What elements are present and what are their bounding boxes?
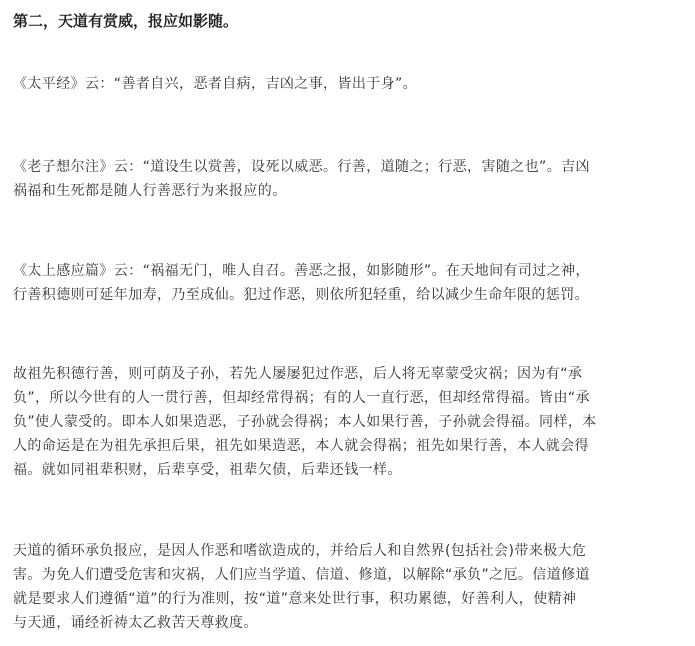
paragraph-line: 《太上感应篇》云：“祸福无门，唯人自召。善恶之报，如影随形”。在天地间有司过之神， — [13, 263, 590, 279]
paragraph-line: 与天通，诵经祈祷太乙救苦天尊救度。 — [13, 615, 258, 631]
paragraph-heavenly-retribution — [13, 539, 681, 635]
paragraph-line: 故祖先积德行善，则可荫及子孙，若先人屡屡犯过作恶，后人将无辜蒙受灾祸；因为有“承 — [13, 366, 583, 382]
paragraph-taishang-ganying-pian — [13, 259, 681, 307]
paragraph-ancestral-merit — [13, 362, 681, 482]
paragraph-line: 人的命运是在为祖先承担后果，祖先如果造恶，本人就会得祸；祖先如果行善，本人就会得 — [13, 438, 589, 454]
paragraph-line: 行善积德则可延年加寿，乃至成仙。犯过作恶，则依所犯轻重，给以减少生命年限的惩罚。 — [13, 287, 589, 303]
paragraph-line: 《老子想尔注》云：“道设生以赏善，设死以威恶。行善，道随之；行恶，害随之也”。吉凶 — [13, 159, 590, 175]
paragraph-line: 负”，所以今世有的人一贯行善，但却经常得祸；有的人一直行恶，但却经常得福。皆由“承 — [13, 390, 590, 406]
paragraph-line: 害。为免人们遭受危害和灾祸，人们应当学道、信道、修道，以解除“承负”之厄。信道修道 — [13, 567, 590, 583]
paragraph-taiping-jing — [13, 72, 681, 96]
paragraph-line: 就是要求人们遵循“道”的行为准则，按“道”意来处世行事，积功累德，好善利人，使精神 — [13, 591, 577, 607]
paragraph-line: 负”使人蒙受的。即本人如果造恶，子孙就会得祸；本人如果行善，子孙就会得福。同样，本 — [13, 414, 597, 430]
section-heading: 第二，天道有赏威，报应如影随。 — [13, 12, 239, 30]
paragraph-line: 《太平经》云：“善者自兴，恶者自病，吉凶之事，皆出于身”。 — [13, 76, 418, 92]
paragraph-line: 天道的循环承负报应，是因人作恶和嗜欲造成的，并给后人和自然界(包括社会)带来极大危 — [13, 543, 587, 559]
paragraph-laozi-xianger-zhu — [13, 155, 681, 203]
paragraph-line: 祸福和生死都是随人行善恶行为来报应的。 — [13, 183, 287, 199]
paragraph-line: 福。就如同祖辈积财，后辈享受，祖辈欠债，后辈还钱一样。 — [13, 462, 402, 478]
